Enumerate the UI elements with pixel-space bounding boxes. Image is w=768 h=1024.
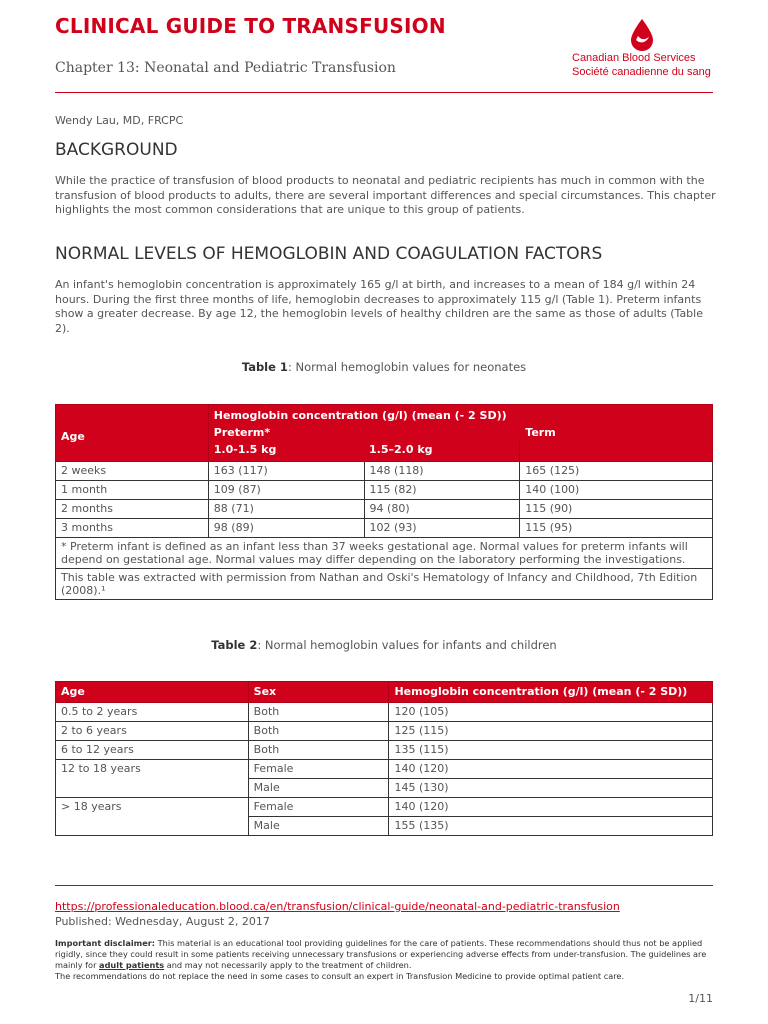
table-cell: 98 (89): [208, 519, 364, 538]
table1-caption-text: : Normal hemoglobin values for neonates: [287, 360, 527, 374]
table2-caption-label: Table 2: [211, 638, 258, 652]
table-row: [56, 519, 713, 538]
table-cell: Female: [248, 798, 389, 817]
table-cell: Both: [248, 741, 389, 760]
author: Wendy Lau, MD, FRCPC: [55, 114, 184, 127]
table-cell: 2 to 6 years: [56, 722, 249, 741]
footer-divider: [55, 885, 713, 886]
disclaimer-label: Important disclaimer:: [55, 938, 156, 948]
table-cell: 140 (120): [389, 760, 713, 779]
background-heading: BACKGROUND: [55, 140, 178, 160]
table-row: [56, 722, 713, 741]
table1-header-weight-2: 1.5–2.0 kg: [364, 441, 520, 462]
table-row: [56, 500, 713, 519]
page-number: 1/11: [688, 992, 713, 1005]
canadian-blood-services-logo: [572, 18, 722, 78]
disclaimer-text-3: The recommendations do not replace the need in some cases to consult an expert in Transfusion Medicine to provide optimal patient care.: [55, 971, 625, 981]
table-cell: 135 (115): [389, 741, 713, 760]
table-cell: 140 (100): [520, 481, 713, 500]
table-cell: 120 (105): [389, 703, 713, 722]
table2-header-sex: Sex: [248, 682, 389, 703]
background-paragraph: While the practice of transfusion of blood products to neonatal and pediatric recipients has much in common with the transfusion of blood products to adults, there are several important differences and special circumstances. This chapter highlights the most common considerations that are unique to this group of patients.: [55, 174, 716, 216]
table-cell: 3 months: [56, 519, 209, 538]
logo-text-english: Canadian Blood Services: [572, 52, 696, 64]
table-row: [56, 741, 713, 760]
disclaimer-emphasis: adult patients: [99, 960, 165, 970]
table2-header-age: Age: [56, 682, 249, 703]
normal-levels-heading: NORMAL LEVELS OF HEMOGLOBIN AND COAGULATION FACTORS: [55, 244, 603, 264]
table-cell: 0.5 to 2 years: [56, 703, 249, 722]
table-cell: 115 (95): [520, 519, 713, 538]
logo-text-french: Société canadienne du sang: [572, 66, 711, 78]
table-cell: 163 (117): [208, 462, 364, 481]
table1-header-weight-1: 1.0-1.5 kg: [208, 441, 364, 462]
table-cell: 2 months: [56, 500, 209, 519]
published-date: Published: Wednesday, August 2, 2017: [55, 915, 270, 928]
table1-header-age: Age: [56, 405, 209, 462]
chapter-title: Chapter 13: Neonatal and Pediatric Transfusion: [55, 60, 396, 76]
disclaimer-text-2: and may not necessarily apply to the treatment of children.: [164, 960, 412, 970]
table-cell: 125 (115): [389, 722, 713, 741]
table-cell: 1 month: [56, 481, 209, 500]
table1-header-preterm: Preterm*: [208, 424, 520, 441]
table-cell: > 18 years: [56, 798, 249, 836]
table1-header-hb: Hemoglobin concentration (g/l) (mean (- 2 SD)): [208, 405, 712, 425]
table-cell: Male: [248, 817, 389, 836]
table-cell: 109 (87): [208, 481, 364, 500]
table2-header-hb: Hemoglobin concentration (g/l) (mean (- 2 SD)): [389, 682, 713, 703]
table-cell: 6 to 12 years: [56, 741, 249, 760]
table1-source-note: This table was extracted with permission from Nathan and Oski's Hematology of Infancy and Childhood, 7th Edition (2008).¹: [56, 569, 713, 600]
table-cell: 12 to 18 years: [56, 760, 249, 798]
table2-child-hemoglobin: [55, 681, 713, 836]
table-row: [56, 760, 713, 779]
table-row: [56, 462, 713, 481]
table-cell: 155 (135): [389, 817, 713, 836]
table-row: [56, 481, 713, 500]
table-cell: 88 (71): [208, 500, 364, 519]
table-cell: 115 (90): [520, 500, 713, 519]
table-cell: 165 (125): [520, 462, 713, 481]
document-title: CLINICAL GUIDE TO TRANSFUSION: [55, 14, 446, 38]
table1-header-term: Term: [520, 424, 713, 462]
table-cell: 140 (120): [389, 798, 713, 817]
table1-neonatal-hemoglobin: [55, 404, 713, 600]
table-cell: Both: [248, 722, 389, 741]
table-cell: 145 (130): [389, 779, 713, 798]
table1-caption-label: Table 1: [241, 360, 288, 374]
blood-drop-icon: [627, 18, 657, 52]
disclaimer-text: This material is an educational tool providing guidelines for the care of patients. These recommendations should thus not be applied rigidly, since they could result in some patients receiving unnecessary transfusions or experiencing adverse effects from under-transfusion. The guidelines are mainly for: [55, 938, 707, 970]
header-divider: [55, 92, 713, 93]
table-row: [56, 798, 713, 817]
disclaimer: [55, 938, 715, 982]
table-row: [56, 703, 713, 722]
table-cell: Male: [248, 779, 389, 798]
source-url-link[interactable]: https://professionaleducation.blood.ca/en/transfusion/clinical-guide/neonatal-and-pediatric-transfusion: [55, 900, 620, 913]
table-cell: 148 (118): [364, 462, 520, 481]
table-cell: 2 weeks: [56, 462, 209, 481]
table-cell: Both: [248, 703, 389, 722]
table2-caption: [0, 638, 768, 652]
table-cell: 102 (93): [364, 519, 520, 538]
table-cell: 115 (82): [364, 481, 520, 500]
normal-levels-paragraph: An infant's hemoglobin concentration is approximately 165 g/l at birth, and increases to a mean of 184 g/l within 24 hours. During the first three months of life, hemoglobin decreases to approximately 115 g/l (Table 1). Preterm infants show a greater decrease. By age 12, the hemoglobin levels of healthy children are the same as those of adults (Table 2).: [55, 278, 703, 335]
table2-caption-text: : Normal hemoglobin values for infants and children: [257, 638, 557, 652]
table-cell: 94 (80): [364, 500, 520, 519]
table1-footnote: * Preterm infant is defined as an infant less than 37 weeks gestational age. Normal values for preterm infants will depend on gestational age. Normal values may differ depending on the laboratory performing the investigations.: [56, 538, 713, 569]
table-cell: Female: [248, 760, 389, 779]
table1-caption: [0, 360, 768, 374]
